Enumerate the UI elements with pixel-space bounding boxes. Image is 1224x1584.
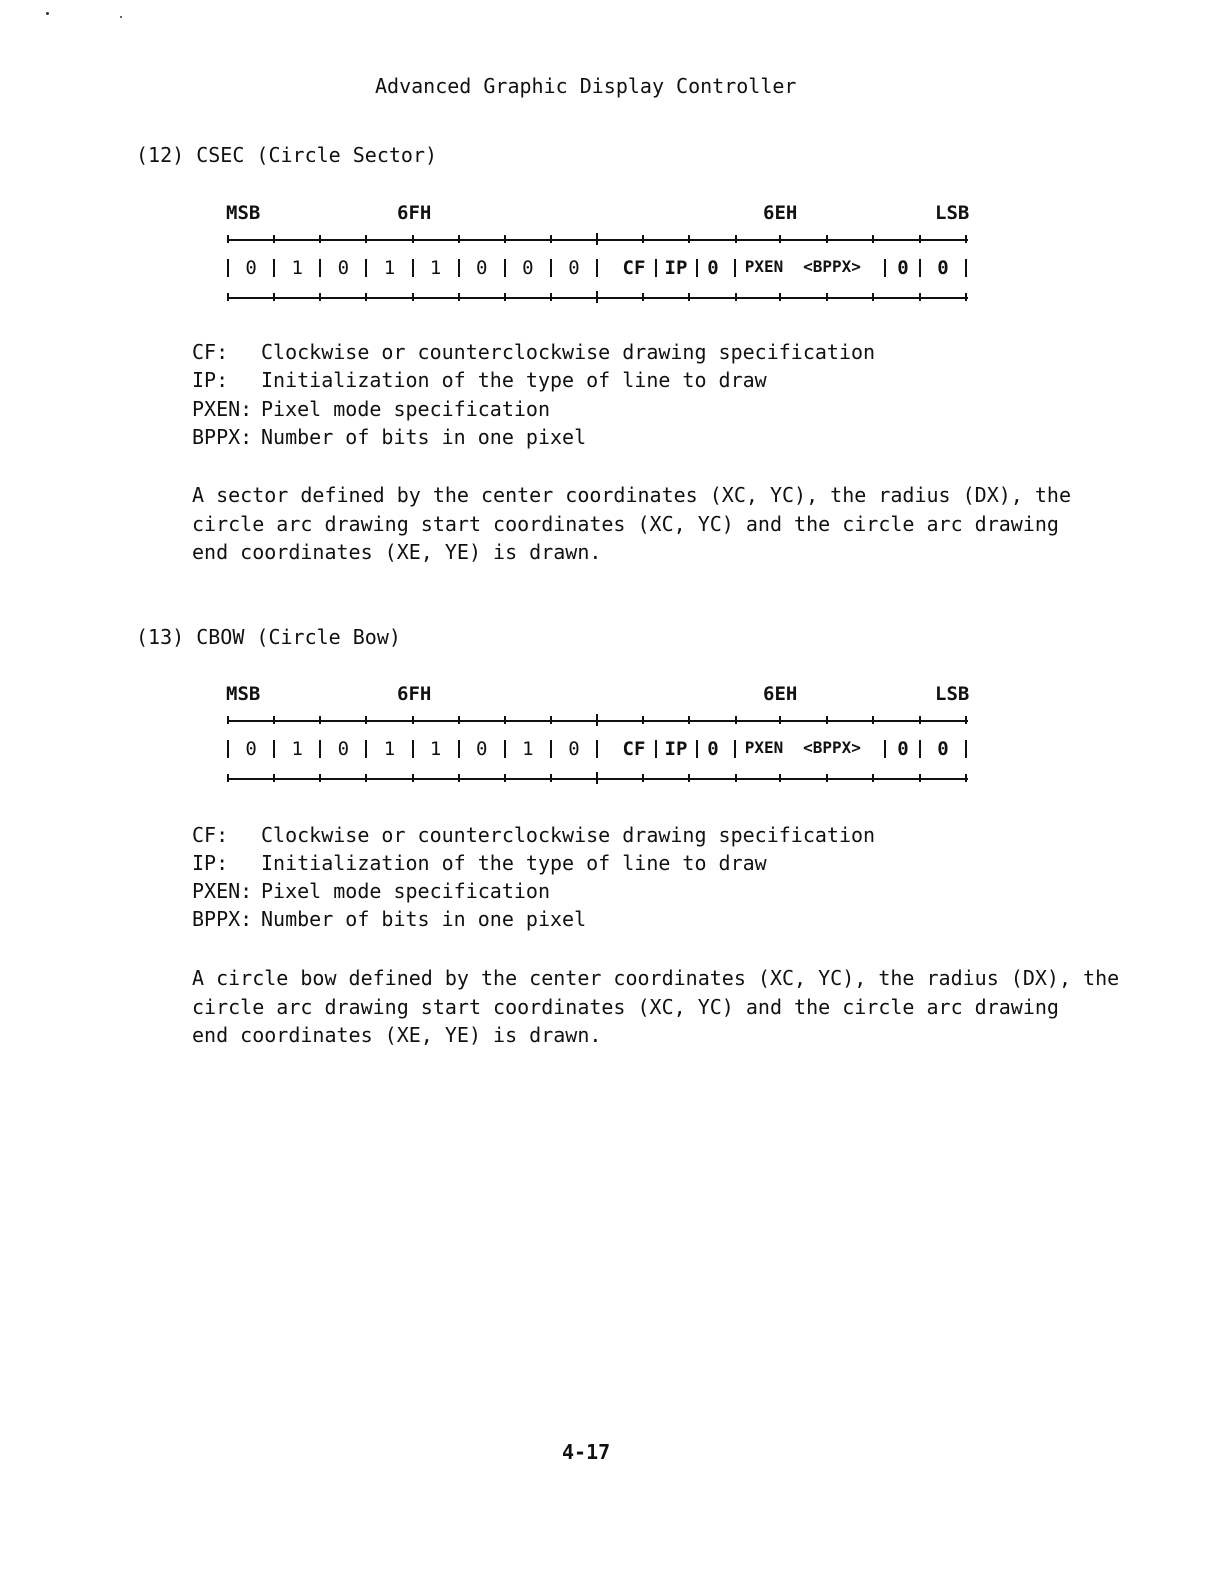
register-tick	[688, 716, 690, 724]
register-tick	[735, 293, 737, 301]
bit-divider	[273, 740, 275, 758]
scan-speck	[46, 12, 49, 15]
bit-value: 1	[291, 738, 303, 760]
description-line: circle arc drawing start coordinates (XC, YC) and the circle arc drawing	[192, 995, 1059, 1019]
def-val-cf: Clockwise or counterclockwise drawing specification	[261, 340, 876, 364]
register-tick	[550, 716, 552, 724]
register-tick	[365, 293, 367, 301]
page-number: 4-17	[562, 1440, 611, 1464]
register-tick	[872, 774, 874, 782]
msb-label: MSB	[226, 202, 261, 224]
bit-field: 0	[937, 257, 949, 279]
register-tick	[227, 235, 229, 243]
bit-divider	[884, 259, 886, 277]
register-tick	[504, 293, 506, 301]
def-val-pxen: Pixel mode specification	[261, 397, 550, 421]
bit-divider	[227, 259, 229, 277]
bit-divider	[965, 740, 967, 758]
bit-divider	[734, 740, 736, 758]
description-line: end coordinates (XE, YE) is drawn.	[192, 540, 602, 564]
def-val-bppx: Number of bits in one pixel	[261, 907, 587, 931]
register-tick	[227, 774, 229, 782]
def-val-pxen: Pixel mode specification	[261, 879, 550, 903]
register-tick	[412, 716, 414, 724]
bit-field: 0	[707, 257, 719, 279]
bit-field: IP	[664, 257, 688, 279]
register-tick	[735, 235, 737, 243]
register-tick	[550, 774, 552, 782]
def-val-bppx: Number of bits in one pixel	[261, 425, 587, 449]
lsb-label: LSB	[935, 683, 970, 705]
register-tick	[965, 716, 967, 724]
bit-divider	[596, 740, 598, 758]
register-tick	[458, 774, 460, 782]
register-tick	[365, 716, 367, 724]
bit-divider	[504, 740, 506, 758]
def-key-pxen: PXEN:	[192, 879, 253, 903]
section-title-csec: (12) CSEC (Circle Sector)	[136, 143, 438, 167]
register-tick	[504, 774, 506, 782]
bit-field: 0	[897, 257, 909, 279]
register-tick	[779, 293, 781, 301]
register-tick	[826, 716, 828, 724]
byte-separator	[596, 714, 598, 726]
high-byte-address: 6FH	[397, 683, 432, 705]
bit-value: 1	[383, 257, 396, 279]
bit-divider	[365, 259, 367, 277]
high-byte-address: 6FH	[397, 202, 432, 224]
bit-value: 0	[337, 257, 350, 279]
bit-value: 0	[245, 257, 257, 279]
register-tick	[919, 293, 921, 301]
register-tick	[273, 293, 275, 301]
bit-divider	[655, 259, 657, 277]
register-tick	[872, 716, 874, 724]
bit-value: 1	[291, 257, 303, 279]
register-tick	[550, 293, 552, 301]
register-tick	[965, 293, 967, 301]
register-tick	[779, 235, 781, 243]
bit-value: 1	[522, 738, 534, 760]
bit-field: 0	[707, 738, 719, 760]
def-key-ip: IP:	[192, 368, 229, 392]
register-border-line	[228, 720, 968, 722]
msb-label: MSB	[226, 683, 261, 705]
low-byte-address: 6EH	[763, 683, 798, 705]
register-tick	[919, 235, 921, 243]
bit-value: 0	[245, 738, 257, 760]
register-tick	[642, 774, 644, 782]
section-title-cbow: (13) CBOW (Circle Bow)	[136, 625, 401, 649]
bit-field: <BPPX>	[803, 738, 861, 757]
register-tick	[826, 774, 828, 782]
low-byte-address: 6EH	[763, 202, 798, 224]
def-key-ip: IP:	[192, 851, 229, 875]
register-border-line	[228, 297, 968, 299]
register-tick	[779, 774, 781, 782]
bit-divider	[596, 259, 598, 277]
register-tick	[458, 716, 460, 724]
def-key-cf: CF:	[192, 340, 229, 364]
register-tick	[412, 774, 414, 782]
register-tick	[412, 293, 414, 301]
bit-divider	[696, 740, 698, 758]
bit-divider	[550, 740, 552, 758]
register-tick	[965, 235, 967, 243]
bit-field: CF	[622, 738, 646, 760]
description-line: circle arc drawing start coordinates (XC, YC) and the circle arc drawing	[192, 512, 1059, 536]
bit-value: 0	[475, 738, 488, 760]
bit-value: 1	[429, 257, 442, 279]
register-tick	[919, 774, 921, 782]
bit-field: PXEN	[744, 738, 784, 757]
register-tick	[688, 235, 690, 243]
register-tick	[504, 235, 506, 243]
register-tick	[319, 235, 321, 243]
bit-divider	[965, 259, 967, 277]
register-border-line	[228, 239, 968, 241]
bit-divider	[458, 740, 460, 758]
bit-divider	[734, 259, 736, 277]
bit-divider	[412, 740, 414, 758]
def-val-cf: Clockwise or counterclockwise drawing specification	[261, 823, 876, 847]
register-tick	[642, 293, 644, 301]
register-tick	[365, 235, 367, 243]
bit-field: <BPPX>	[803, 257, 861, 276]
register-tick	[319, 774, 321, 782]
register-tick	[688, 293, 690, 301]
page-header: Advanced Graphic Display Controller	[375, 74, 797, 98]
register-tick	[273, 774, 275, 782]
register-tick	[688, 774, 690, 782]
bit-value: 0	[475, 257, 488, 279]
bit-field: IP	[664, 738, 688, 760]
bit-divider	[884, 740, 886, 758]
def-key-pxen: PXEN:	[192, 397, 253, 421]
bit-divider	[412, 259, 414, 277]
bit-field: PXEN	[744, 257, 784, 276]
scan-speck	[120, 16, 122, 18]
register-tick	[735, 716, 737, 724]
bit-divider	[365, 740, 367, 758]
register-tick	[642, 235, 644, 243]
bit-value: 0	[337, 738, 350, 760]
bit-divider	[273, 259, 275, 277]
bit-divider	[655, 740, 657, 758]
bit-value: 0	[568, 257, 580, 279]
register-tick	[412, 235, 414, 243]
description-line: end coordinates (XE, YE) is drawn.	[192, 1023, 602, 1047]
register-tick	[227, 293, 229, 301]
register-tick	[919, 716, 921, 724]
bit-divider	[696, 259, 698, 277]
bit-divider	[319, 740, 321, 758]
register-tick	[365, 774, 367, 782]
register-tick	[319, 293, 321, 301]
register-tick	[779, 716, 781, 724]
bit-value: 1	[383, 738, 396, 760]
register-border-line	[228, 778, 968, 780]
register-tick	[965, 774, 967, 782]
bit-field: 0	[937, 738, 949, 760]
register-tick	[872, 235, 874, 243]
bit-value: 1	[429, 738, 442, 760]
register-tick	[735, 774, 737, 782]
register-tick	[826, 235, 828, 243]
def-val-ip: Initialization of the type of line to draw	[261, 368, 767, 392]
byte-separator	[596, 772, 598, 784]
def-key-bppx: BPPX:	[192, 425, 253, 449]
def-val-ip: Initialization of the type of line to draw	[261, 851, 767, 875]
bit-divider	[458, 259, 460, 277]
def-key-bppx: BPPX:	[192, 907, 253, 931]
bit-value: 0	[522, 257, 534, 279]
description-line: A sector defined by the center coordinates (XC, YC), the radius (DX), the	[192, 483, 1071, 507]
register-tick	[458, 293, 460, 301]
description-line: A circle bow defined by the center coordinates (XC, YC), the radius (DX), the	[192, 966, 1120, 990]
register-tick	[872, 293, 874, 301]
register-tick	[273, 716, 275, 724]
bit-field: CF	[622, 257, 646, 279]
register-tick	[227, 716, 229, 724]
bit-divider	[504, 259, 506, 277]
register-tick	[273, 235, 275, 243]
byte-separator	[596, 233, 598, 245]
byte-separator	[596, 291, 598, 303]
lsb-label: LSB	[935, 202, 970, 224]
bit-divider	[319, 259, 321, 277]
bit-divider	[919, 259, 921, 277]
register-tick	[504, 716, 506, 724]
register-tick	[458, 235, 460, 243]
def-key-cf: CF:	[192, 823, 229, 847]
bit-field: 0	[897, 738, 909, 760]
bit-divider	[919, 740, 921, 758]
bit-divider	[227, 740, 229, 758]
bit-value: 0	[568, 738, 580, 760]
register-tick	[826, 293, 828, 301]
register-tick	[642, 716, 644, 724]
register-tick	[319, 716, 321, 724]
bit-divider	[550, 259, 552, 277]
register-tick	[550, 235, 552, 243]
